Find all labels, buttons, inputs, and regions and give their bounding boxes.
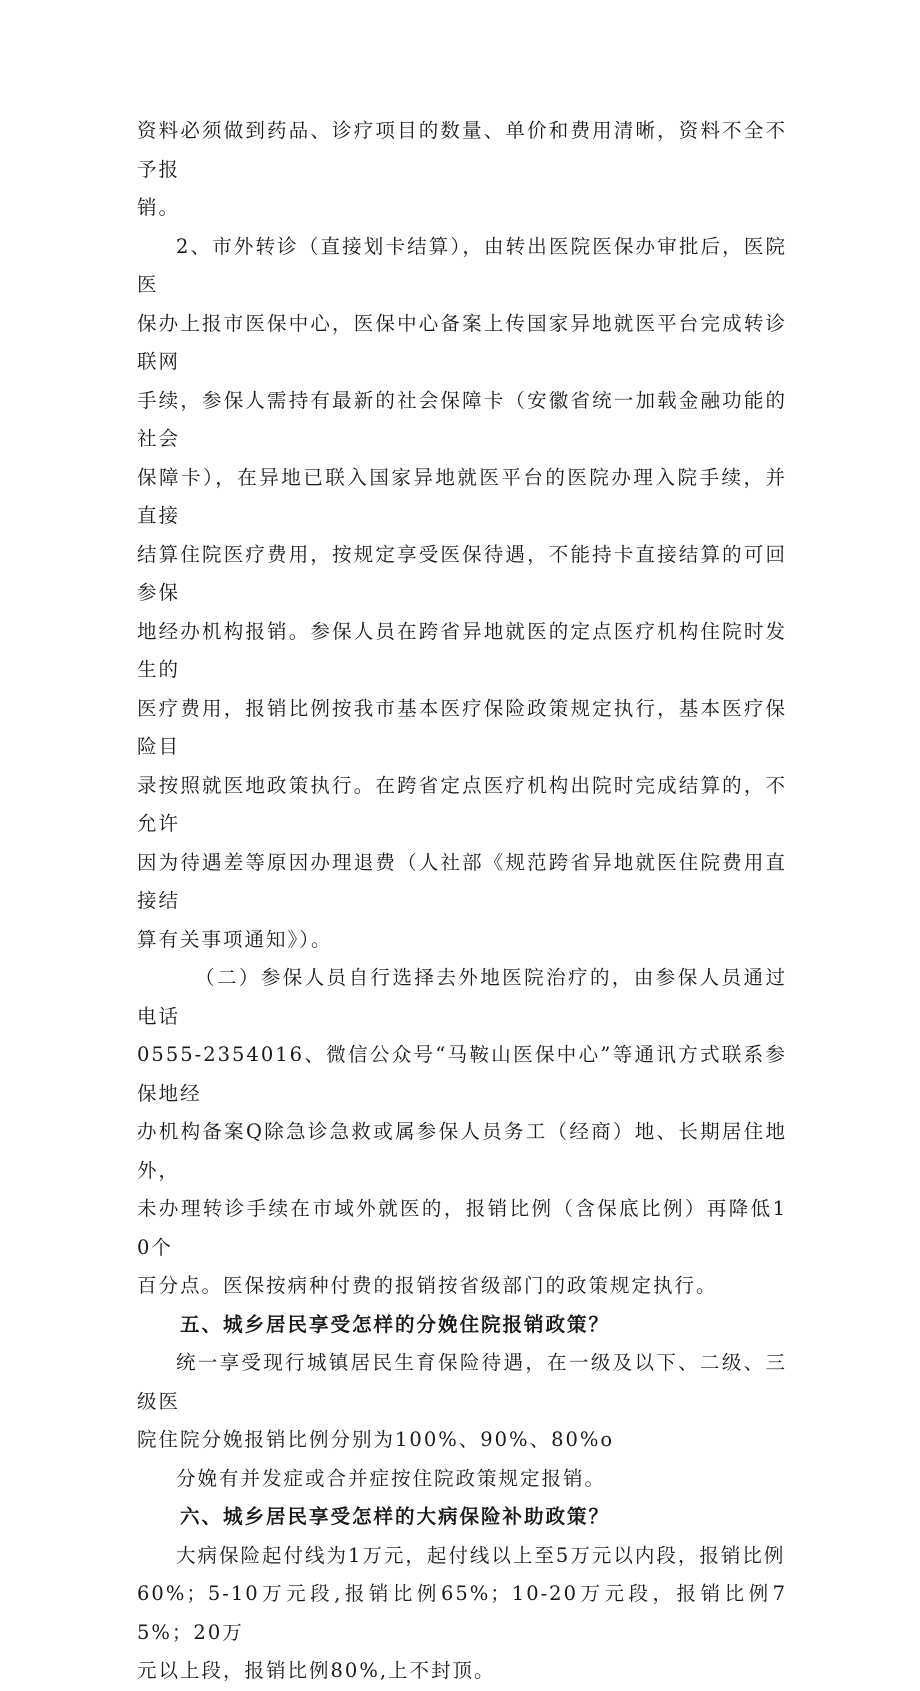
text-line: 保障卡），在异地已联入国家异地就医平台的医院办理入院手续，并直接 — [137, 465, 787, 527]
text-line: 销。 — [137, 196, 181, 219]
text-line: 资料必须做到药品、诊疗项目的数量、单价和费用清晰，资料不全不予报 — [137, 119, 787, 181]
text-line: 录按照就医地政策执行。在跨省定点医疗机构出院时完成结算的，不允许 — [137, 773, 787, 835]
paragraph-maternity-complications — [137, 1460, 787, 1499]
text-line: 办机构备案Q除急诊急救或属参保人员务工（经商）地、长期居住地外， — [137, 1120, 787, 1182]
text-line: 分娩有并发症或合并症按住院政策规定报销。 — [176, 1466, 607, 1490]
text-line: 元以上段，报销比例80%,上不封顶。 — [137, 1659, 496, 1682]
text-line: 百分点。医保按病种付费的报销按省级部门的政策规定执行。 — [137, 1274, 718, 1297]
text-line: 因为待遇差等原因办理退费（人社部《规范跨省异地就医住院费用直接结 — [137, 850, 787, 912]
text-line: 大病保险起付线为1万元，起付线以上至5万元以内段，报销比例 — [176, 1543, 786, 1567]
text-line: 结算住院医疗费用，按规定享受医保待遇，不能持卡直接结算的可回参保 — [137, 542, 787, 604]
text-line: 地经办机构报销。参保人员在跨省异地就医的定点医疗机构住院时发生的 — [137, 619, 787, 681]
paragraph-maternity-rates — [137, 1344, 787, 1460]
text-line: 2、市外转诊（直接划卡结算），由转出医院医保办审批后，医院医 — [137, 234, 787, 296]
text-line: 算有关事项通知》）。 — [137, 927, 333, 951]
text-line: 0555-2354016、微信公众号“马鞍山医保中心”等通讯方式联系参保地经 — [137, 1043, 787, 1105]
text-line: 统一享受现行城镇居民生育保险待遇，在一级及以下、二级、三级医 — [137, 1351, 787, 1413]
paragraph-materials-requirement — [137, 112, 787, 228]
text-line: 院住院分娩报销比例分别为100%、90%、80%o — [137, 1428, 615, 1451]
text-line: 医疗费用，报销比例按我市基本医疗保险政策规定执行，基本医疗保险目 — [137, 696, 787, 758]
text-line: 手续，参保人需持有最新的社会保障卡（安徽省统一加载金融功能的社会 — [137, 388, 787, 450]
text-line: 保办上报市医保中心，医保中心备案上传国家异地就医平台完成转诊联网 — [137, 311, 787, 373]
text-line: （二）参保人员自行选择去外地医院治疗的，由参保人员通过电话 — [137, 966, 787, 1028]
document-body — [137, 112, 787, 1691]
section-heading-critical-illness: 六、城乡居民享受怎样的大病保险补助政策？ — [180, 1505, 611, 1528]
text-line: 60%；5-10万元段,报销比例65%；10-20万元段，报销比例75%；20万 — [137, 1582, 787, 1644]
paragraph-self-selected-treatment — [137, 959, 787, 1306]
paragraph-out-of-city-referral — [137, 228, 787, 960]
section-heading-maternity: 五、城乡居民享受怎样的分娩住院报销政策？ — [180, 1312, 611, 1336]
text-line: 未办理转诊手续在市域外就医的，报销比例（含保底比例）再降低10个 — [137, 1197, 787, 1259]
paragraph-critical-illness-rates — [137, 1537, 787, 1691]
